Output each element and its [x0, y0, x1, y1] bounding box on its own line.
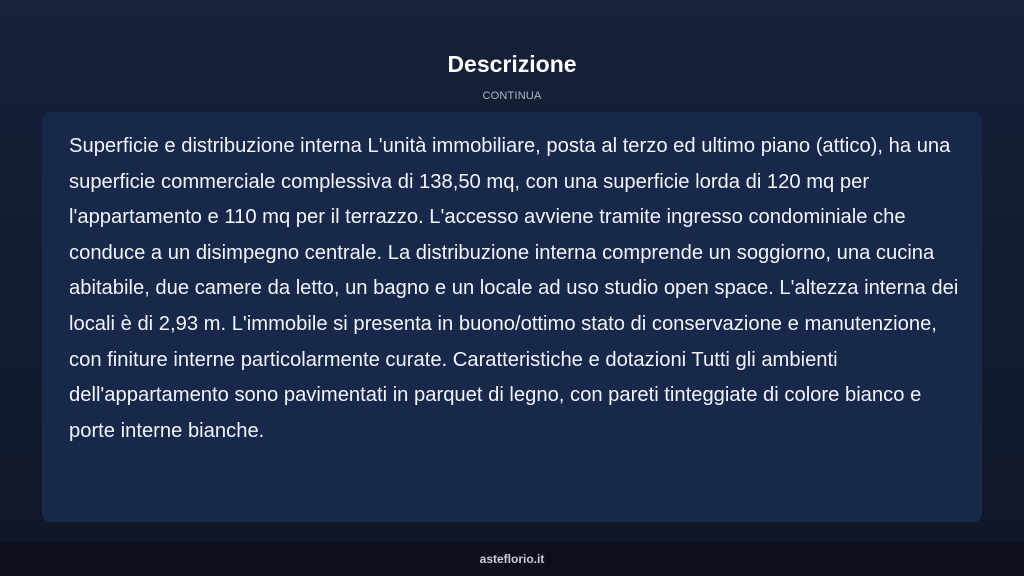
page-title: Descrizione — [447, 51, 577, 77]
footer-site-name: asteflorio.it — [479, 552, 545, 566]
continua-label: CONTINUA — [482, 90, 542, 102]
description-text: Superficie e distribuzione interna L'unità immobiliare, posta al terzo ed ultimo piano (attico), ha una superficie commerciale complessiva di 138,50 mq, con una superficie lorda di 120 mq per l'appartamento e 110 mq per il terrazzo. L'accesso avviene tramite ingresso condominiale che conduce a un disimpegno centrale. La distribuzione interna comprende un soggiorno, una cucina abitabile, due camere da letto, un bagno e un locale ad uso studio open space. L'altezza interna dei locali è di 2,93 m. L'immobile si presenta in buono/ottimo stato di conservazione e manutenzione, con finiture interne particolarmente curate. Caratteristiche e dotazioni Tutti gli ambienti dell'appartamento sono pavimentati in parquet di legno, con pareti tinteggiate di colore bianco e porte interne bianche. — [69, 135, 959, 442]
